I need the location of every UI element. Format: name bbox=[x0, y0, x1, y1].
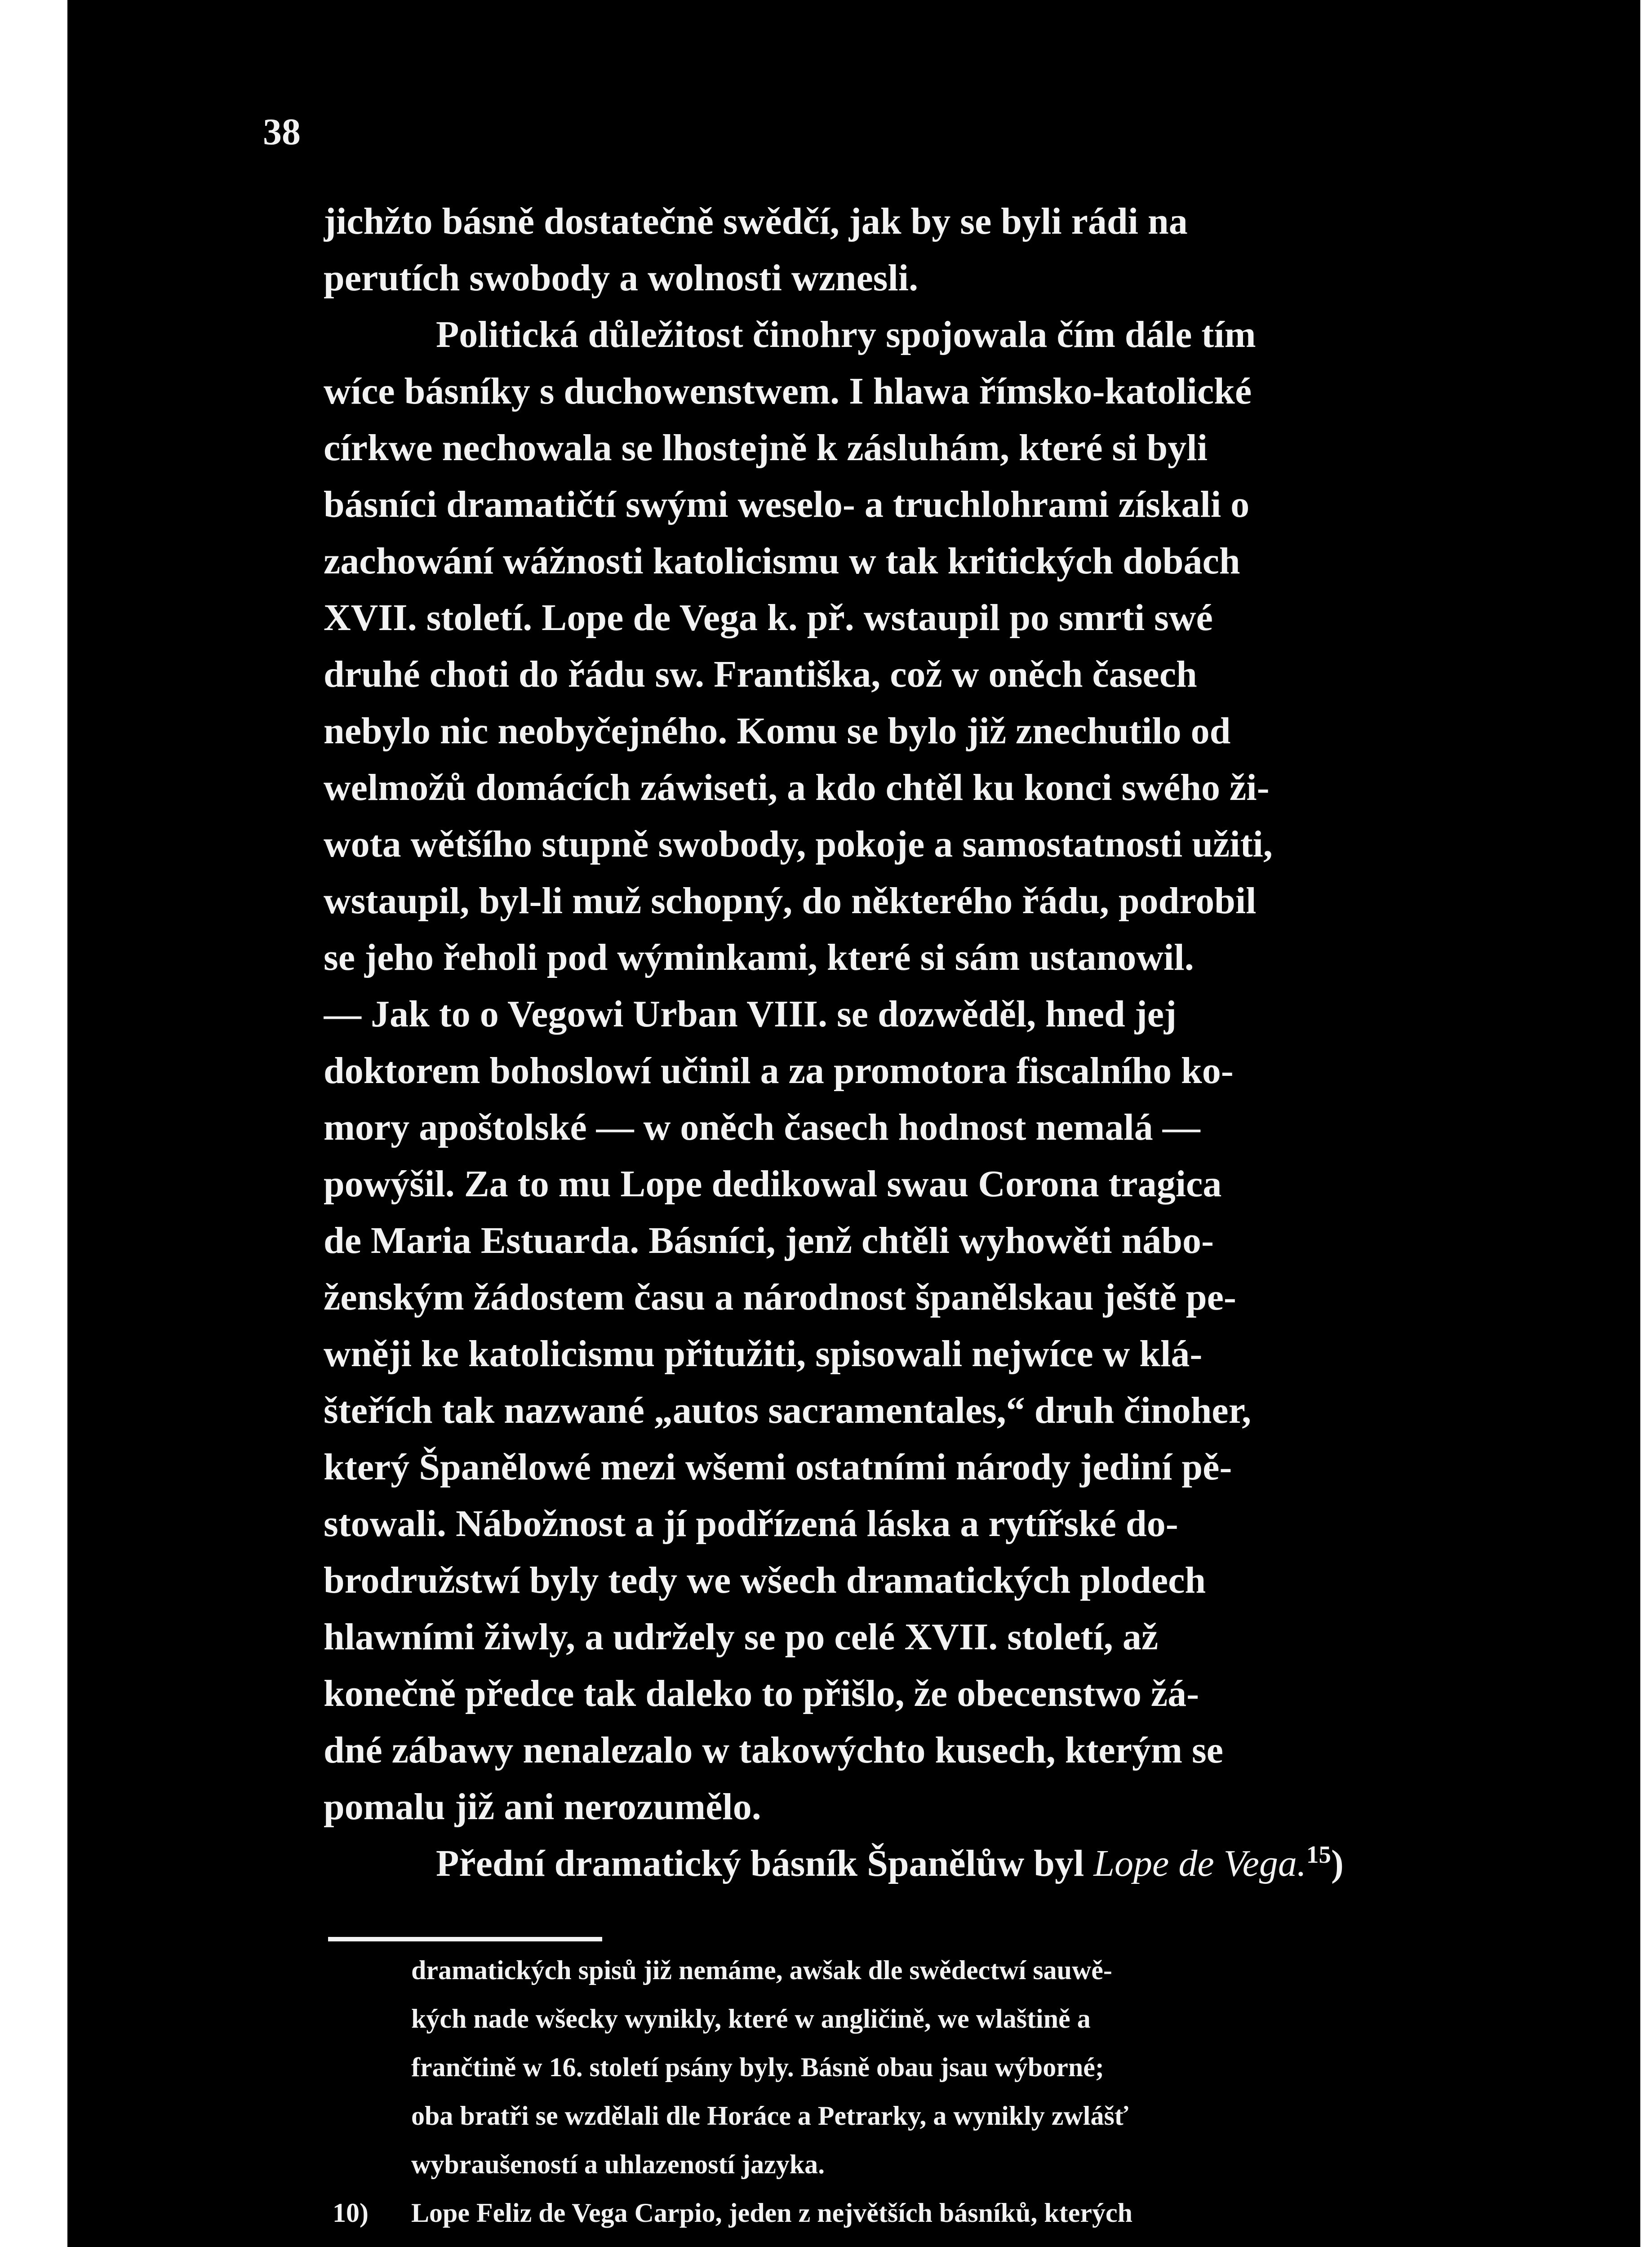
text-line: XVII. století. Lope de Vega k. př. wstaupil po smrti swé bbox=[324, 597, 1213, 639]
text-line: Politická důležitost činohry spojowala čím dále tím bbox=[436, 314, 1256, 355]
final-line-trail: ) bbox=[1331, 1843, 1344, 1884]
footnote-ref: 15 bbox=[1306, 1841, 1331, 1868]
footnote-marker: 10) bbox=[333, 2198, 369, 2228]
text-line: brodružstwí byly tedy we wšech dramatických plodech bbox=[324, 1559, 1206, 1601]
text-line: se jeho řeholi pod wýminkami, které si sám ustanowil. bbox=[324, 937, 1194, 978]
text-line: dné zábawy nenalezalo w takowýchto kusech, kterým se bbox=[324, 1729, 1223, 1771]
book-page bbox=[67, 0, 1640, 2247]
footnote-line: wybraušeností a uhlazeností jazyka. bbox=[411, 2149, 825, 2179]
text-line: jichžto básně dostatečně swědčí, jak by se byli rádi na bbox=[324, 200, 1188, 242]
text-line: ženským žádostem času a národnost španělskau ještě pe- bbox=[324, 1276, 1236, 1318]
text-line: nebylo nic neobyčejného. Komu se bylo již znechutilo od bbox=[324, 710, 1231, 752]
text-line: wstaupil, byl-li muž schopný, do některého řádu, podrobil bbox=[324, 880, 1257, 922]
footnote-10-text: Lope Feliz de Vega Carpio, jeden z největších básníků, kterých bbox=[411, 2198, 1132, 2228]
final-line-lead: Přední dramatický básník Španělůw byl bbox=[436, 1843, 1094, 1884]
footnote-line: dramatických spisů již nemáme, awšak dle swědectwí sauwě- bbox=[411, 1955, 1112, 1985]
main-text bbox=[324, 193, 1470, 1892]
text-line: zachowání wážnosti katolicismu w tak kritických dobách bbox=[324, 540, 1240, 582]
text-line: perutích swobody a wolnosti wznesli. bbox=[324, 257, 919, 299]
footnote-divider bbox=[328, 1937, 602, 1941]
text-line: církwe nechowala se lhostejně k zásluhám, které si byli bbox=[324, 427, 1208, 469]
footnotes bbox=[333, 1946, 1479, 2247]
footnote-10-line-1 bbox=[333, 2189, 1479, 2237]
text-line: welmožů domácích záwiseti, a kdo chtěl ku konci swého ži- bbox=[324, 767, 1270, 808]
text-line: wota wětšího stupně swobody, pokoje a samostatnosti užiti, bbox=[324, 823, 1273, 865]
text-line: wíce básníky s duchowenstwem. I hlawa římsko-katolické bbox=[324, 370, 1252, 412]
text-line: hlawními žiwly, a udržely se po celé XVII. století, až bbox=[324, 1616, 1159, 1658]
text-line: mory apoštolské — w oněch časech hodnost nemalá — bbox=[324, 1106, 1200, 1148]
text-line: šteřích tak nazwané „autos sacramentales,“ druh činoher, bbox=[324, 1390, 1252, 1431]
final-line bbox=[324, 1835, 1470, 1892]
text-line: druhé choti do řádu sw. Františka, což w oněch časech bbox=[324, 653, 1197, 695]
text-line: který Španělowé mezi wšemi ostatními národy jediní pě- bbox=[324, 1446, 1232, 1488]
footnote-line: kých nade wšecky wynikly, které w angličině, we wlaštině a bbox=[411, 2004, 1091, 2034]
author-name: Lope de Vega. bbox=[1093, 1843, 1306, 1884]
text-line: pomalu již ani nerozumělo. bbox=[324, 1786, 761, 1828]
text-line: konečně předce tak daleko to přišlo, že obecenstwo žá- bbox=[324, 1673, 1199, 1714]
text-line: doktorem bohoslowí učinil a za promotora fiscalního ko- bbox=[324, 1050, 1234, 1092]
text-line: de Maria Estuarda. Básníci, jenž chtěli wyhowěti nábo- bbox=[324, 1220, 1214, 1261]
text-line: básníci dramatičtí swými weselo- a truchlohrami získali o bbox=[324, 484, 1250, 525]
text-line: wněji ke katolicismu přitužiti, spisowali nejwíce w klá- bbox=[324, 1333, 1203, 1375]
text-line: — Jak to o Vegowi Urban VIII. se dozwěděl, hned jej bbox=[324, 993, 1177, 1035]
page-number: 38 bbox=[263, 111, 301, 153]
footnote-10-line-2 bbox=[333, 2237, 1479, 2247]
text-line: stowali. Nábožnost a jí podřízená láska a rytířské do- bbox=[324, 1503, 1178, 1545]
text-line: powýšil. Za to mu Lope dedikowal swau Corona tragica bbox=[324, 1163, 1222, 1205]
footnote-line: frančtině w 16. století psány byly. Básně obau jsau wýborné; bbox=[411, 2052, 1104, 2082]
footnote-line: oba bratři se wzdělali dle Horáce a Petrarky, a wynikly zwlášť bbox=[411, 2101, 1129, 2131]
